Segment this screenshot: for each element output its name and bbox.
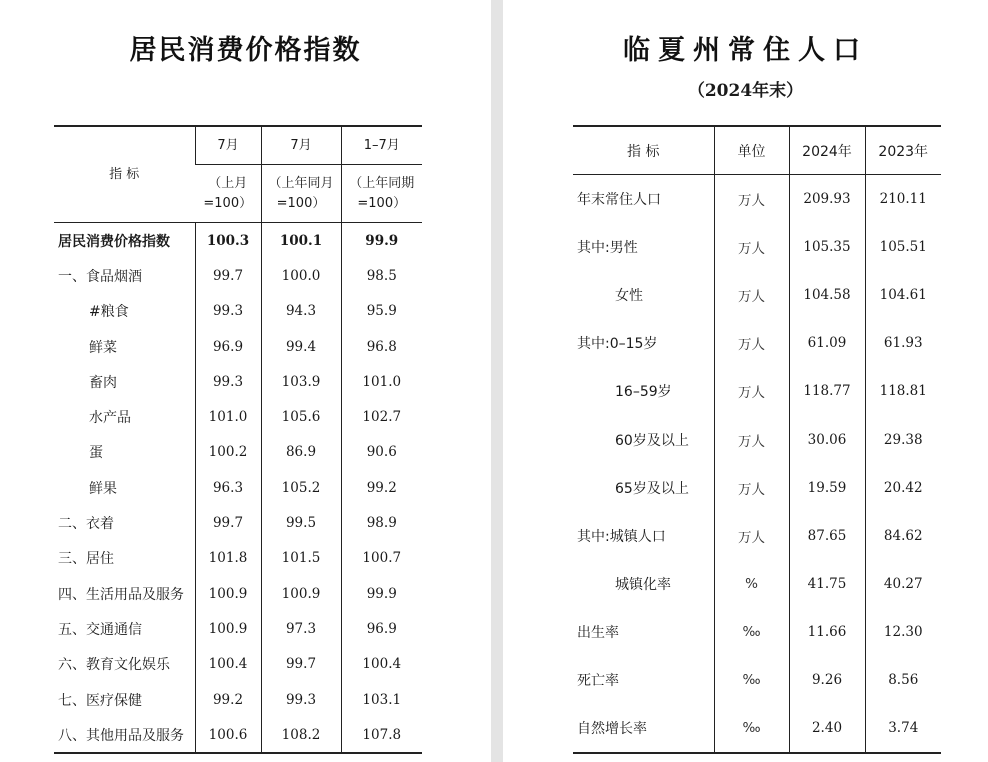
table-row [573, 704, 941, 753]
year-2023-header: 2023年 [865, 126, 941, 175]
cell-value: 9.26 [789, 656, 865, 704]
cell-value: 100.0 [261, 258, 341, 293]
table-row [54, 682, 422, 717]
cell-value: 29.38 [865, 415, 941, 463]
table-row [573, 319, 941, 367]
table-row [573, 223, 941, 271]
cell-value: 96.3 [195, 470, 261, 505]
cell-value: 104.61 [865, 271, 941, 319]
table-row [573, 656, 941, 704]
cell-value: 19.59 [789, 464, 865, 512]
table-row [573, 512, 941, 560]
cell-value: 99.9 [341, 223, 422, 259]
table-row [54, 223, 422, 259]
table-row [573, 415, 941, 463]
cell-value: 102.7 [341, 399, 422, 434]
cell-value: 100.3 [195, 223, 261, 259]
col-header-month: 7月 [195, 126, 261, 165]
table-row [54, 505, 422, 540]
cell-value: 99.3 [261, 682, 341, 717]
cell-value: 101.0 [195, 399, 261, 434]
cpi-table [54, 125, 422, 754]
cell-value: 98.5 [341, 258, 422, 293]
row-label: 出生率 [577, 624, 619, 641]
cell-unit: ‰ [714, 608, 789, 656]
cell-unit: 万人 [714, 271, 789, 319]
cell-value: 100.4 [341, 647, 422, 682]
row-label: 三、居住 [58, 551, 114, 568]
cell-value: 99.2 [195, 682, 261, 717]
cell-value: 103.1 [341, 682, 422, 717]
cell-value: 100.6 [195, 717, 261, 753]
cell-value: 61.93 [865, 319, 941, 367]
cell-unit: 万人 [714, 319, 789, 367]
cell-value: 105.35 [789, 223, 865, 271]
row-label: 五、交通通信 [58, 621, 142, 638]
cell-value: 100.7 [341, 541, 422, 576]
row-label: 蛋 [89, 445, 103, 462]
cell-value: 90.6 [341, 435, 422, 470]
cell-value: 99.7 [195, 505, 261, 540]
cell-value: 99.7 [261, 647, 341, 682]
row-label: 四、生活用品及服务 [58, 586, 184, 603]
col-header-yoy: 7月 [261, 126, 341, 165]
cell-value: 97.3 [261, 611, 341, 646]
cell-value: 99.2 [341, 470, 422, 505]
cell-value: 100.4 [195, 647, 261, 682]
cell-value: 98.9 [341, 505, 422, 540]
cell-value: 2.40 [789, 704, 865, 753]
row-label: 畜肉 [89, 374, 117, 391]
cell-value: 100.9 [195, 576, 261, 611]
row-label: 其中:0–15岁 [577, 336, 658, 353]
cell-value: 101.8 [195, 541, 261, 576]
cell-value: 40.27 [865, 560, 941, 608]
population-subtitle: （2024年末） [687, 81, 804, 101]
table-row [573, 464, 941, 512]
row-label: 60岁及以上 [615, 432, 689, 449]
cell-unit: 万人 [714, 464, 789, 512]
cell-value: 105.2 [261, 470, 341, 505]
row-label: 鲜菜 [89, 339, 117, 356]
table-row [54, 647, 422, 682]
cell-value: 99.3 [195, 294, 261, 329]
cell-value: 210.11 [865, 175, 941, 224]
table-row [54, 470, 422, 505]
table-row [54, 258, 422, 293]
cell-value: 94.3 [261, 294, 341, 329]
cell-value: 61.09 [789, 319, 865, 367]
cell-unit: ‰ [714, 704, 789, 753]
row-label: 二、衣着 [58, 516, 114, 533]
cell-value: 118.77 [789, 367, 865, 415]
table-row [573, 271, 941, 319]
cell-value: 99.4 [261, 329, 341, 364]
cell-value: 101.5 [261, 541, 341, 576]
row-label: 居民消费价格指数 [58, 233, 170, 250]
table-row [54, 294, 422, 329]
cell-value: 20.42 [865, 464, 941, 512]
table-row [54, 435, 422, 470]
cell-value: 99.9 [341, 576, 422, 611]
cell-value: 107.8 [341, 717, 422, 753]
cell-value: 103.9 [261, 364, 341, 399]
table-row [54, 717, 422, 753]
cell-unit: 万人 [714, 512, 789, 560]
cell-value: 108.2 [261, 717, 341, 753]
col-header-ytd: 1–7月 [341, 126, 422, 165]
cell-value: 209.93 [789, 175, 865, 224]
table-row [573, 608, 941, 656]
cell-value: 99.5 [261, 505, 341, 540]
page-gutter [491, 0, 503, 762]
cell-value: 96.9 [341, 611, 422, 646]
cell-value: 95.9 [341, 294, 422, 329]
cell-unit: ‰ [714, 656, 789, 704]
row-label: 女性 [615, 288, 643, 305]
cell-value: 84.62 [865, 512, 941, 560]
cell-unit: 万人 [714, 415, 789, 463]
cell-unit: 万人 [714, 223, 789, 271]
cell-value: 104.58 [789, 271, 865, 319]
cell-value: 41.75 [789, 560, 865, 608]
indicator-header: 指 标 [573, 126, 714, 175]
row-label: 自然增长率 [577, 721, 647, 738]
year-2024-header: 2024年 [789, 126, 865, 175]
row-label: 年末常住人口 [577, 192, 661, 209]
cell-unit: % [714, 560, 789, 608]
row-label: 一、食品烟酒 [58, 268, 142, 285]
table-row [573, 175, 941, 224]
cell-value: 3.74 [865, 704, 941, 753]
cell-value: 96.8 [341, 329, 422, 364]
cell-value: 101.0 [341, 364, 422, 399]
table-row [54, 611, 422, 646]
row-label: 死亡率 [577, 672, 619, 689]
cell-value: 12.30 [865, 608, 941, 656]
col-subheader-yoy: （上年同月=100） [261, 165, 341, 223]
table-row [573, 367, 941, 415]
unit-header: 单位 [714, 126, 789, 175]
cell-value: 86.9 [261, 435, 341, 470]
row-label: 六、教育文化娱乐 [58, 657, 170, 674]
indicator-header: 指 标 [54, 126, 195, 223]
row-label: #粮食 [89, 304, 129, 321]
table-row [54, 329, 422, 364]
population-table [573, 125, 941, 754]
row-label: 其中:城镇人口 [577, 528, 666, 545]
table-row [54, 364, 422, 399]
cell-value: 118.81 [865, 367, 941, 415]
cell-value: 105.51 [865, 223, 941, 271]
cell-value: 99.3 [195, 364, 261, 399]
row-label: 八、其他用品及服务 [58, 727, 184, 744]
row-label: 城镇化率 [615, 576, 671, 593]
cell-value: 105.6 [261, 399, 341, 434]
table-row [54, 541, 422, 576]
population-title: 临夏州常住人口 [623, 35, 868, 66]
col-subheader-ytd: （上年同期=100） [341, 165, 422, 223]
cell-value: 8.56 [865, 656, 941, 704]
table-row [54, 399, 422, 434]
row-label: 七、医疗保健 [58, 692, 142, 709]
col-subheader-month: （上月=100） [195, 165, 261, 223]
row-label: 其中:男性 [577, 240, 638, 257]
row-label: 鲜果 [89, 480, 117, 497]
cell-unit: 万人 [714, 175, 789, 224]
cell-value: 100.1 [261, 223, 341, 259]
cell-value: 11.66 [789, 608, 865, 656]
cell-value: 30.06 [789, 415, 865, 463]
table-row [54, 576, 422, 611]
row-label: 水产品 [89, 410, 131, 427]
cell-value: 96.9 [195, 329, 261, 364]
cell-value: 100.2 [195, 435, 261, 470]
table-row [573, 560, 941, 608]
cpi-title: 居民消费价格指数 [129, 35, 362, 66]
cell-value: 87.65 [789, 512, 865, 560]
cell-value: 99.7 [195, 258, 261, 293]
cell-unit: 万人 [714, 367, 789, 415]
row-label: 16–59岁 [615, 384, 672, 401]
row-label: 65岁及以上 [615, 480, 689, 497]
cell-value: 100.9 [261, 576, 341, 611]
cell-value: 100.9 [195, 611, 261, 646]
